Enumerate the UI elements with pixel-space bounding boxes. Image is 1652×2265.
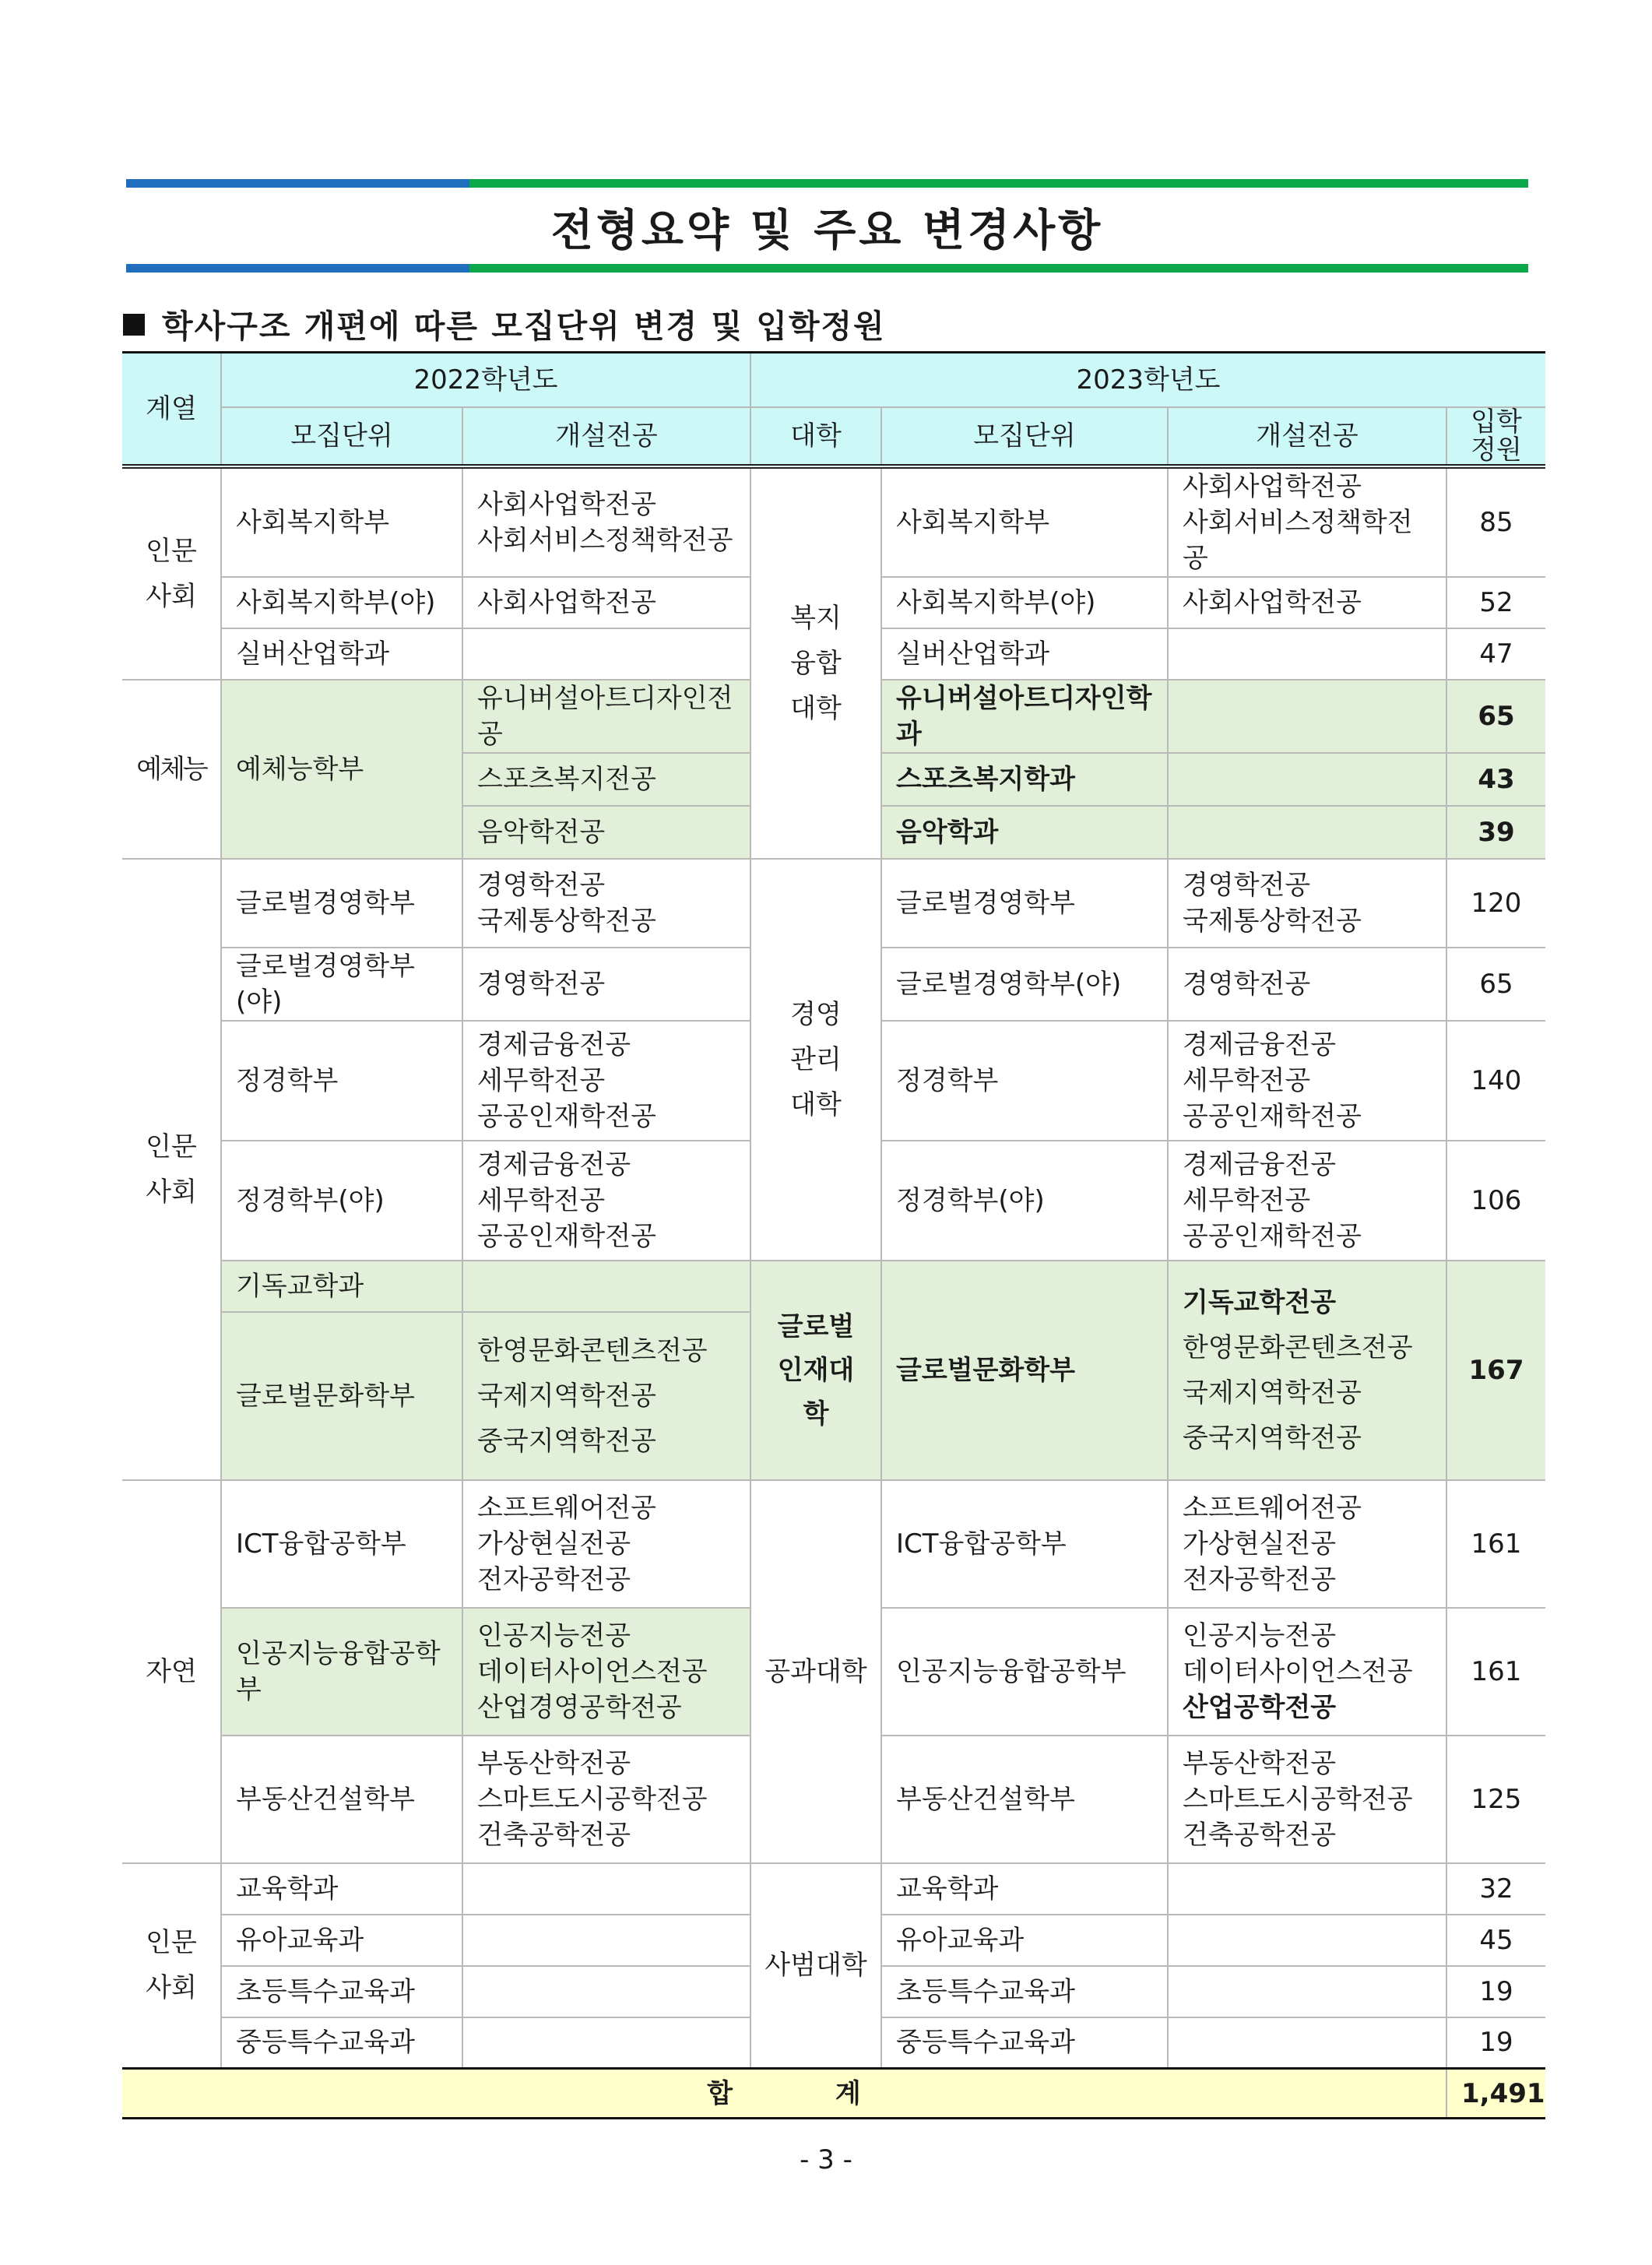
table-cell <box>462 1966 750 2017</box>
table-cell: 경영학전공 <box>462 948 750 1021</box>
college-text: 복지융합대학 <box>790 602 842 724</box>
header-2022: 2022학년도 <box>221 353 750 407</box>
header-2023: 2023학년도 <box>750 353 1545 407</box>
table-cell: 글로벌경영학부 <box>221 859 462 948</box>
page-number: - 3 - <box>800 2144 852 2175</box>
table-cell <box>462 1261 750 1312</box>
table-cell: 글로벌문화학부 <box>881 1261 1168 1480</box>
header-quota-text: 입학정원 <box>1471 406 1522 466</box>
header-unit-2023: 모집단위 <box>881 407 1168 466</box>
table-cell: 유아교육과 <box>221 1915 462 1966</box>
college-business <box>750 859 881 1261</box>
table-cell: 유니버설아트디자인전공 <box>462 680 750 753</box>
table-cell: 부동산건설학부 <box>221 1736 462 1863</box>
table-cell: 사회사업학전공 사회서비스정책학전공 <box>462 466 750 577</box>
admission-table <box>122 351 1545 2119</box>
table-cell: 실버산업학과 <box>881 628 1168 680</box>
quota-cell: 125 <box>1446 1736 1545 1863</box>
table-cell: 경제금융전공 세무학전공 공공인재학전공 <box>1168 1141 1446 1261</box>
quota-cell: 52 <box>1446 577 1545 628</box>
table-cell: ICT융합공학부 <box>221 1480 462 1608</box>
table-cell: 경영학전공 <box>1168 948 1446 1021</box>
table-cell: 경제금융전공 세무학전공 공공인재학전공 <box>1168 1021 1446 1141</box>
section-heading <box>123 301 886 346</box>
quota-cell: 45 <box>1446 1915 1545 1966</box>
table-cell <box>1168 806 1446 859</box>
quota-cell: 43 <box>1446 753 1545 806</box>
table-cell: 경제금융전공 세무학전공 공공인재학전공 <box>462 1021 750 1141</box>
table-cell <box>1168 628 1446 680</box>
table-cell: 중등특수교육과 <box>881 2017 1168 2069</box>
table-cell <box>1168 1608 1446 1736</box>
table-cell: 사회복지학부(야) <box>881 577 1168 628</box>
total-value: 1,491 <box>1446 2069 1545 2119</box>
table-cell: 사회사업학전공 <box>462 577 750 628</box>
table-cell: 중등특수교육과 <box>221 2017 462 2069</box>
table-cell <box>1168 2017 1446 2069</box>
quota-cell: 120 <box>1446 859 1545 948</box>
table-cell: 인공지능융합공학부 <box>221 1608 462 1736</box>
major-list: 인공지능전공 데이터사이언스전공 <box>1183 1620 1413 1687</box>
table-cell: 초등특수교육과 <box>881 1966 1168 2017</box>
table-cell: 글로벌문화학부 <box>221 1312 462 1480</box>
table-cell: 사회복지학부(야) <box>221 577 462 628</box>
title-top-bar <box>126 179 1528 188</box>
category-humanities-1 <box>122 466 221 680</box>
table-cell: 부동산학전공 스마트도시공학전공 건축공학전공 <box>1168 1736 1446 1863</box>
quota-cell: 106 <box>1446 1141 1545 1261</box>
table-cell: 실버산업학과 <box>221 628 462 680</box>
quota-cell: 85 <box>1446 466 1545 577</box>
total-label <box>122 2069 1446 2119</box>
header-quota <box>1446 407 1545 466</box>
category-humanities-3 <box>122 1863 221 2069</box>
table-cell: ICT융합공학부 <box>881 1480 1168 1608</box>
quota-cell: 161 <box>1446 1480 1545 1608</box>
table-cell: 글로벌경영학부(야) <box>221 948 462 1021</box>
table-cell <box>462 1863 750 1915</box>
category-text: 인문사회 <box>146 1131 197 1208</box>
table-cell: 인공지능융합공학부 <box>881 1608 1168 1736</box>
table-cell: 정경학부(야) <box>221 1141 462 1261</box>
table-cell <box>462 1915 750 1966</box>
total-label-text: 합 계 <box>707 2077 861 2109</box>
quota-cell: 39 <box>1446 806 1545 859</box>
table-cell: 소프트웨어전공 가상현실전공 전자공학전공 <box>462 1480 750 1608</box>
table-cell: 사회사업학전공 <box>1168 577 1446 628</box>
title-bottom-bar <box>126 264 1528 273</box>
table-cell: 유아교육과 <box>881 1915 1168 1966</box>
table-cell <box>1168 1863 1446 1915</box>
quota-cell: 32 <box>1446 1863 1545 1915</box>
category-nature: 자연 <box>122 1480 221 1863</box>
college-text: 글로벌인재대학 <box>777 1310 855 1430</box>
college-text: 경영관리대학 <box>790 998 842 1120</box>
category-text: 인문사회 <box>146 1927 197 2004</box>
major-bold: 기독교학전공 <box>1183 1286 1337 1318</box>
college-education: 사범대학 <box>750 1863 881 2069</box>
table-cell <box>1168 1966 1446 2017</box>
table-cell <box>1168 1915 1446 1966</box>
table-cell: 부동산건설학부 <box>881 1736 1168 1863</box>
category-humanities-2 <box>122 859 221 1480</box>
table-cell: 글로벌경영학부 <box>881 859 1168 948</box>
table-cell <box>462 2017 750 2069</box>
table-cell <box>1168 680 1446 753</box>
quota-cell: 140 <box>1446 1021 1545 1141</box>
quota-cell: 19 <box>1446 1966 1545 2017</box>
table-cell: 음악학과 <box>881 806 1168 859</box>
table-cell: 경영학전공 국제통상학전공 <box>462 859 750 948</box>
header-major-2023: 개설전공 <box>1168 407 1446 466</box>
table-cell: 경영학전공 국제통상학전공 <box>1168 859 1446 948</box>
quota-cell: 65 <box>1446 948 1545 1021</box>
college-engineering: 공과대학 <box>750 1480 881 1863</box>
table-cell: 초등특수교육과 <box>221 1966 462 2017</box>
table-cell: 스포츠복지학과 <box>881 753 1168 806</box>
table-cell: 인공지능전공 데이터사이언스전공 산업경영공학전공 <box>462 1608 750 1736</box>
table-cell: 정경학부 <box>221 1021 462 1141</box>
table-cell: 음악학전공 <box>462 806 750 859</box>
section-heading-text: 학사구조 개편에 따른 모집단위 변경 및 입학정원 <box>162 308 886 345</box>
table-cell: 기독교학과 <box>221 1261 462 1312</box>
college-global <box>750 1261 881 1480</box>
quota-cell: 19 <box>1446 2017 1545 2069</box>
table-cell: 정경학부 <box>881 1021 1168 1141</box>
table-cell: 부동산학전공 스마트도시공학전공 건축공학전공 <box>462 1736 750 1863</box>
header-unit-2022: 모집단위 <box>221 407 462 466</box>
quota-cell: 47 <box>1446 628 1545 680</box>
page-title: 전형요약 및 주요 변경사항 <box>550 206 1104 256</box>
table-cell: 경제금융전공 세무학전공 공공인재학전공 <box>462 1141 750 1261</box>
table-cell: 사회복지학부 <box>221 466 462 577</box>
table-cell: 글로벌경영학부(야) <box>881 948 1168 1021</box>
table-cell: 예체능학부 <box>221 680 462 859</box>
college-welfare <box>750 466 881 859</box>
header-college-2023: 대학 <box>750 407 881 466</box>
major-list: 한영문화콘텐츠전공 국제지역학전공 중국지역학전공 <box>1183 1331 1413 1454</box>
quota-cell: 65 <box>1446 680 1545 753</box>
table-cell: 정경학부(야) <box>881 1141 1168 1261</box>
table-cell: 교육학과 <box>221 1863 462 1915</box>
table-cell: 스포츠복지전공 <box>462 753 750 806</box>
table-cell <box>1168 1261 1446 1480</box>
table-cell: 소프트웨어전공 가상현실전공 전자공학전공 <box>1168 1480 1446 1608</box>
table-cell: 사회사업학전공 사회서비스정책학전공 <box>1168 466 1446 577</box>
quota-cell: 161 <box>1446 1608 1545 1736</box>
category-arts: 예체능 <box>122 680 221 859</box>
header-major-2022: 개설전공 <box>462 407 750 466</box>
table-cell: 한영문화콘텐츠전공 국제지역학전공 중국지역학전공 <box>462 1312 750 1480</box>
table-cell <box>1168 753 1446 806</box>
major-bold: 산업공학전공 <box>1183 1691 1337 1723</box>
square-bullet-icon <box>123 314 145 336</box>
table-cell: 유니버설아트디자인학과 <box>881 680 1168 753</box>
header-category: 계열 <box>122 353 221 466</box>
table-cell: 교육학과 <box>881 1863 1168 1915</box>
category-text: 인문사회 <box>146 535 197 612</box>
table-cell: 사회복지학부 <box>881 466 1168 577</box>
quota-cell: 167 <box>1446 1261 1545 1480</box>
table-cell <box>462 628 750 680</box>
